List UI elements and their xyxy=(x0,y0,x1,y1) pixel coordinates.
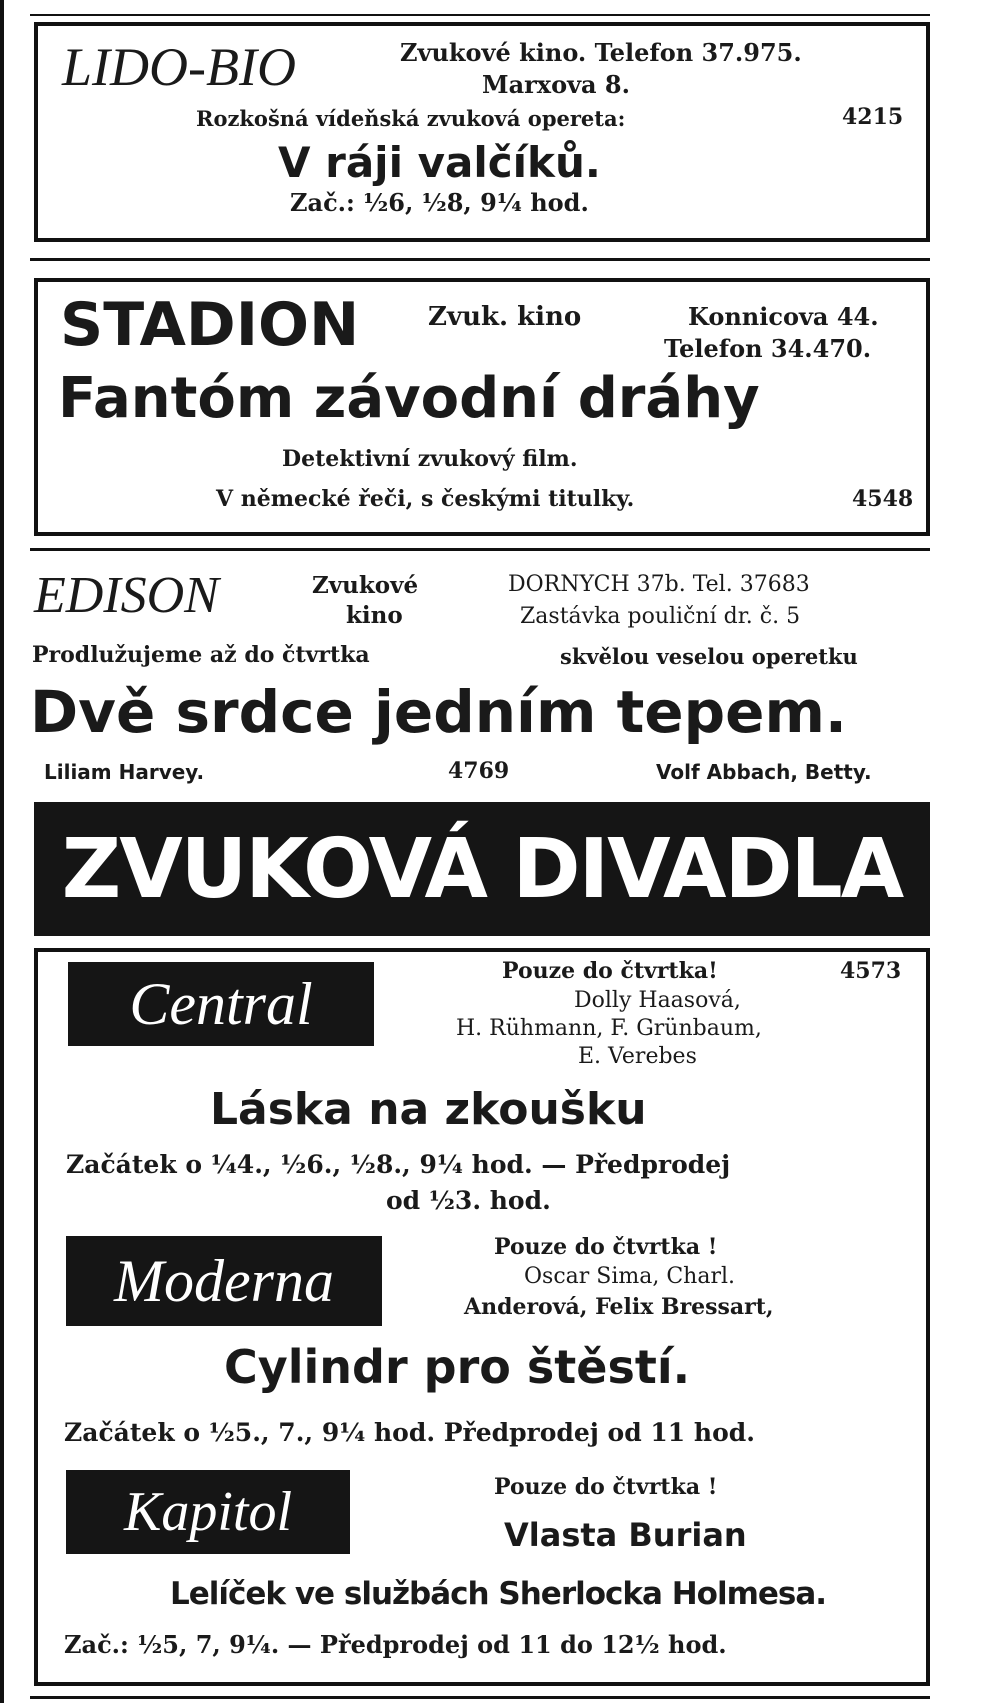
stadion-kind: Zvuk. kino xyxy=(428,302,582,332)
moderna-only-until: Pouze do čtvrtka ! xyxy=(494,1234,718,1260)
edison-kind-line1: Zvukové xyxy=(312,572,419,599)
stadion-description: Detektivní zvukový film. xyxy=(282,446,578,472)
central-number: 4573 xyxy=(840,958,902,984)
zvukova-divadla-banner xyxy=(34,802,930,936)
lido-number: 4215 xyxy=(842,104,904,130)
lido-description: Rozkošná vídeňská zvuková opereta: xyxy=(196,106,626,131)
stadion-film-title: Fantóm závodní dráhy xyxy=(58,366,760,431)
central-cast-line3: E. Verebes xyxy=(578,1044,697,1069)
central-logo: Central xyxy=(68,962,374,1046)
stadion-name: STADION xyxy=(60,290,360,360)
stadion-phone: Telefon 34.470. xyxy=(664,334,872,363)
page-left-rule xyxy=(0,0,4,1703)
central-only-until: Pouze do čtvrtka! xyxy=(502,958,718,984)
lido-film-title: V ráji valčíků. xyxy=(278,138,601,187)
stadion-language: V německé řeči, s českými titulky. xyxy=(216,486,635,512)
moderna-cast-line2: Anderová, Felix Bressart, xyxy=(464,1294,774,1320)
divider-2 xyxy=(30,548,930,551)
edison-name: EDISON xyxy=(34,567,219,624)
divider-1 xyxy=(30,258,930,261)
stadion-number: 4548 xyxy=(852,486,914,512)
kapitol-film-title: Lelíček ve službách Sherlocka Holmesa. xyxy=(170,1576,827,1612)
edison-address: DORNYCH 37b. Tel. 37683 xyxy=(508,572,810,597)
edison-prolong-rest: skvělou veselou operetku xyxy=(560,644,858,669)
moderna-cast-line1: Oscar Sima, Charl. xyxy=(524,1264,736,1289)
divider-bottom xyxy=(30,1696,930,1699)
stadion-address: Konnicova 44. xyxy=(688,302,879,331)
moderna-logo: Moderna xyxy=(66,1236,382,1326)
edison-kind-line2: kino xyxy=(346,602,403,629)
page-top-rule xyxy=(30,14,930,16)
edison-stop: Zastávka pouliční dr. č. 5 xyxy=(520,604,801,629)
kapitol-logo: Kapitol xyxy=(66,1470,350,1554)
central-film-title: Láska na zkoušku xyxy=(210,1084,647,1135)
edison-film-title: Dvě srdce jedním tepem. xyxy=(30,678,847,746)
banner-title: ZVUKOVÁ DIVADLA xyxy=(61,821,903,917)
lido-info-line2: Marxova 8. xyxy=(482,70,630,99)
edison-actor-left: Liliam Harvey. xyxy=(44,760,205,784)
moderna-film-title: Cylindr pro štěstí. xyxy=(224,1340,691,1394)
lido-info-line1: Zvukové kino. Telefon 37.975. xyxy=(400,38,802,67)
central-times-line1: Začátek o ¼4., ½6., ½8., 9¼ hod. — Předprodej xyxy=(66,1150,731,1179)
central-times-line2: od ½3. hod. xyxy=(386,1186,551,1215)
moderna-times: Začátek o ½5., 7., 9¼ hod. Předprodej od 11 hod. xyxy=(64,1418,755,1447)
kapitol-only-until: Pouze do čtvrtka ! xyxy=(494,1474,718,1500)
edison-prolong: Prodlužujeme až do čtvrtka xyxy=(32,642,370,668)
edison-actor-right: Volf Abbach, Betty. xyxy=(656,760,872,784)
lido-times: Zač.: ½6, ½8, 9¼ hod. xyxy=(290,188,589,217)
kapitol-times: Zač.: ½5, 7, 9¼. — Předprodej od 11 do 12½ hod. xyxy=(64,1630,727,1659)
central-cast-line1: Dolly Haasová, xyxy=(574,988,741,1013)
central-cast-line2: H. Rühmann, F. Grünbaum, xyxy=(456,1016,762,1041)
edison-number: 4769 xyxy=(448,758,510,784)
kapitol-star: Vlasta Burian xyxy=(504,1516,747,1554)
lido-name: LIDO-BIO xyxy=(62,37,296,97)
